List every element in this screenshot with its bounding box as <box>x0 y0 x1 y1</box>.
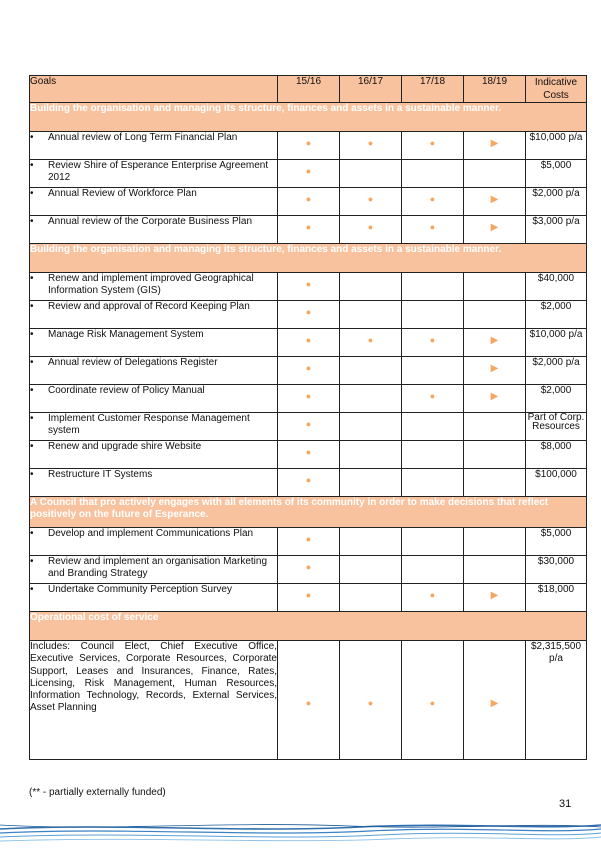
year-cell <box>340 357 402 385</box>
wave-line <box>0 833 601 837</box>
year-cell <box>278 413 340 441</box>
table-row <box>30 357 587 385</box>
bullet-icon: • <box>30 216 34 227</box>
bullet-icon: • <box>30 357 34 368</box>
year-cell <box>340 584 402 612</box>
goal-cell <box>30 160 278 188</box>
dot-marker-icon: ● <box>429 138 436 148</box>
goal-text: Annual review of Delegations Register <box>48 357 218 368</box>
cost-cell: $2,000 <box>526 301 587 329</box>
goal-text: Annual review of the Corporate Business Plan <box>48 216 253 227</box>
year-cell <box>278 469 340 497</box>
cost-cell: $100,000 <box>526 469 587 497</box>
year-cell <box>278 273 340 301</box>
triangle-marker-icon: ▶ <box>490 335 499 346</box>
year-cell <box>278 301 340 329</box>
triangle-marker-icon: ▶ <box>490 194 499 205</box>
year-header: 15/16 <box>278 76 340 103</box>
year-cell <box>340 528 402 556</box>
year-cell <box>340 216 402 244</box>
year-cell <box>402 641 464 760</box>
year-cell <box>464 216 526 244</box>
goal-cell <box>30 216 278 244</box>
year-cell <box>340 188 402 216</box>
year-header: 16/17 <box>340 76 402 103</box>
goal-cell <box>30 385 278 413</box>
goal-cell <box>30 329 278 357</box>
table-row <box>30 528 587 556</box>
goal-text: Review and approval of Record Keeping Plan <box>48 301 250 312</box>
goals-header: Goals <box>30 76 278 103</box>
dot-marker-icon: ● <box>305 138 312 148</box>
table-row <box>30 441 587 469</box>
goal-cell <box>30 357 278 385</box>
table-row <box>30 584 587 612</box>
year-cell <box>278 357 340 385</box>
goal-text: Restructure IT Systems <box>48 469 153 480</box>
section-header-row <box>30 244 587 273</box>
triangle-marker-icon: ▶ <box>490 363 499 374</box>
table-row <box>30 469 587 497</box>
decorative-wave <box>0 815 601 850</box>
year-cell <box>402 273 464 301</box>
year-cell <box>278 216 340 244</box>
dot-marker-icon: ● <box>429 697 436 708</box>
cost-cell: $3,000 p/a <box>526 216 587 244</box>
triangle-marker-icon: ▶ <box>490 391 499 402</box>
year-cell <box>464 641 526 760</box>
goal-cell <box>30 584 278 612</box>
dot-marker-icon: ● <box>305 335 312 345</box>
goal-text: Renew and implement improved Geographical Information System (GIS) <box>48 273 254 296</box>
goal-cell <box>30 188 278 216</box>
bullet-icon: • <box>30 188 34 199</box>
section-header-row <box>30 612 587 641</box>
cost-cell: $8,000 <box>526 441 587 469</box>
year-cell <box>402 216 464 244</box>
goal-text: Review and implement an organisation Marketing and Branding Strategy <box>48 556 268 579</box>
year-cell <box>278 160 340 188</box>
year-cell <box>340 329 402 357</box>
year-cell <box>340 413 402 441</box>
year-cell <box>402 329 464 357</box>
footnote: (** - partially externally funded) <box>29 787 166 798</box>
year-cell <box>464 357 526 385</box>
bullet-icon: • <box>30 132 34 143</box>
goal-text: Review Shire of Esperance Enterprise Agreement 2012 <box>48 160 269 183</box>
table-header-row <box>30 76 587 103</box>
cost-cell: $5,000 <box>526 160 587 188</box>
operational-row <box>30 641 587 760</box>
triangle-marker-icon: ▶ <box>490 590 499 601</box>
triangle-marker-icon: ▶ <box>490 138 499 149</box>
goal-text: Annual Review of Workforce Plan <box>48 188 197 199</box>
table-row <box>30 413 587 441</box>
year-cell <box>340 301 402 329</box>
triangle-marker-icon: ▶ <box>490 697 499 709</box>
dot-marker-icon: ● <box>305 447 312 457</box>
dot-marker-icon: ● <box>367 138 374 148</box>
year-cell <box>340 441 402 469</box>
table-row <box>30 188 587 216</box>
goal-cell <box>30 273 278 301</box>
wave-line <box>0 829 601 833</box>
year-header: 18/19 <box>464 76 526 103</box>
dot-marker-icon: ● <box>305 391 312 401</box>
table-row <box>30 301 587 329</box>
goal-cell <box>30 528 278 556</box>
table-body <box>30 103 587 760</box>
dot-marker-icon: ● <box>305 222 312 232</box>
year-cell <box>402 160 464 188</box>
year-cell <box>278 641 340 760</box>
table-row <box>30 216 587 244</box>
cost-cell: $10,000 p/a <box>526 132 587 160</box>
section-header-row <box>30 497 587 528</box>
year-cell <box>402 385 464 413</box>
bullet-icon: • <box>30 469 34 480</box>
year-cell <box>402 413 464 441</box>
goal-text: Manage Risk Management System <box>48 329 204 340</box>
goal-text: Implement Customer Response Management system <box>48 413 250 436</box>
year-cell <box>340 641 402 760</box>
year-cell <box>402 441 464 469</box>
dot-marker-icon: ● <box>305 419 312 429</box>
year-cell <box>278 188 340 216</box>
goal-text: Undertake Community Perception Survey <box>48 584 232 595</box>
triangle-marker-icon: ▶ <box>490 222 499 233</box>
dot-marker-icon: ● <box>305 475 312 485</box>
year-cell <box>464 441 526 469</box>
goal-cell <box>30 413 278 441</box>
year-cell <box>402 528 464 556</box>
cost-cell: $18,000 <box>526 584 587 612</box>
table-row <box>30 556 587 584</box>
year-cell <box>278 441 340 469</box>
year-cell <box>402 469 464 497</box>
dot-marker-icon: ● <box>305 697 312 708</box>
year-cell <box>464 329 526 357</box>
year-cell <box>464 469 526 497</box>
goal-cell <box>30 301 278 329</box>
plan-table <box>29 75 587 760</box>
operational-description: Includes: Council Elect, Chief Executive Office, Executive Services, Corporate Resources, Corporate Support, Leases and Insurances, Finance, Rates, Licensing, Risk Management, Human Resources, Information Technology, Records, External Services, Asset Planning <box>30 641 278 760</box>
cost-cell: $2,000 p/a <box>526 357 587 385</box>
wave-line <box>0 837 601 841</box>
table-row <box>30 160 587 188</box>
year-cell <box>402 584 464 612</box>
year-cell <box>278 584 340 612</box>
cost-cell: $2,000 <box>526 385 587 413</box>
year-cell <box>464 188 526 216</box>
dot-marker-icon: ● <box>305 166 312 176</box>
dot-marker-icon: ● <box>305 307 312 317</box>
year-cell <box>464 273 526 301</box>
dot-marker-icon: ● <box>305 363 312 373</box>
year-cell <box>464 413 526 441</box>
section-title: Operational cost of service <box>30 612 587 641</box>
cost-cell: $2,000 p/a <box>526 188 587 216</box>
page-number: 31 <box>559 798 572 810</box>
bullet-icon: • <box>30 528 34 539</box>
indicative-costs-header: Indicative Costs <box>526 76 587 103</box>
year-cell <box>340 556 402 584</box>
bullet-icon: • <box>30 301 34 312</box>
goal-cell <box>30 556 278 584</box>
bullet-icon: • <box>30 584 34 595</box>
dot-marker-icon: ● <box>305 534 312 544</box>
dot-marker-icon: ● <box>367 335 374 345</box>
goal-text: Coordinate review of Policy Manual <box>48 385 205 396</box>
year-cell <box>464 132 526 160</box>
goal-cell <box>30 441 278 469</box>
year-cell <box>402 357 464 385</box>
year-cell <box>278 528 340 556</box>
bullet-icon: • <box>30 413 34 424</box>
year-cell <box>402 188 464 216</box>
year-cell <box>464 528 526 556</box>
year-cell <box>278 385 340 413</box>
section-header-row <box>30 103 587 132</box>
dot-marker-icon: ● <box>305 562 312 572</box>
bullet-icon: • <box>30 556 34 567</box>
dot-marker-icon: ● <box>305 194 312 204</box>
dot-marker-icon: ● <box>429 335 436 345</box>
goal-text: Annual review of Long Term Financial Plan <box>48 132 238 143</box>
year-cell <box>402 556 464 584</box>
goal-cell <box>30 469 278 497</box>
year-cell <box>402 132 464 160</box>
bullet-icon: • <box>30 441 34 452</box>
year-cell <box>464 584 526 612</box>
dot-marker-icon: ● <box>305 279 312 289</box>
year-cell <box>464 160 526 188</box>
bullet-icon: • <box>30 385 34 396</box>
year-cell <box>278 132 340 160</box>
year-cell <box>340 132 402 160</box>
dot-marker-icon: ● <box>367 697 374 708</box>
table-row <box>30 273 587 301</box>
cost-cell: $30,000 <box>526 556 587 584</box>
goal-cell <box>30 132 278 160</box>
year-cell <box>278 329 340 357</box>
cost-cell: $40,000 <box>526 273 587 301</box>
bullet-icon: • <box>30 273 34 284</box>
dot-marker-icon: ● <box>367 222 374 232</box>
table-row <box>30 385 587 413</box>
section-title: Building the organisation and managing its structure, finances and assets in a sustainable manner. <box>30 244 587 273</box>
cost-cell: $2,315,500 p/a <box>526 641 587 760</box>
section-title: A Council that pro actively engages with all elements of its community in order to make decisions that reflect positively on the future of Esperance. <box>30 497 587 528</box>
year-cell <box>340 385 402 413</box>
dot-marker-icon: ● <box>429 222 436 232</box>
year-cell <box>278 556 340 584</box>
year-cell <box>340 273 402 301</box>
dot-marker-icon: ● <box>367 194 374 204</box>
cost-cell: $10,000 p/a <box>526 329 587 357</box>
goal-text: Develop and implement Communications Plan <box>48 528 254 539</box>
year-cell <box>340 160 402 188</box>
year-cell <box>464 301 526 329</box>
cost-cell: $5,000 <box>526 528 587 556</box>
year-header: 17/18 <box>402 76 464 103</box>
year-cell <box>402 301 464 329</box>
dot-marker-icon: ● <box>429 590 436 600</box>
goal-text: Renew and upgrade shire Website <box>48 441 202 452</box>
bullet-icon: • <box>30 329 34 340</box>
cost-cell: Part of Corp. Resources <box>526 413 587 441</box>
table-row <box>30 132 587 160</box>
dot-marker-icon: ● <box>305 590 312 600</box>
year-cell <box>464 385 526 413</box>
dot-marker-icon: ● <box>429 391 436 401</box>
table-row <box>30 329 587 357</box>
section-title: Building the organisation and managing its structure, finances and assets in a sustainable manner. <box>30 103 587 132</box>
year-cell <box>464 556 526 584</box>
bullet-icon: • <box>30 160 34 171</box>
dot-marker-icon: ● <box>429 194 436 204</box>
year-cell <box>340 469 402 497</box>
